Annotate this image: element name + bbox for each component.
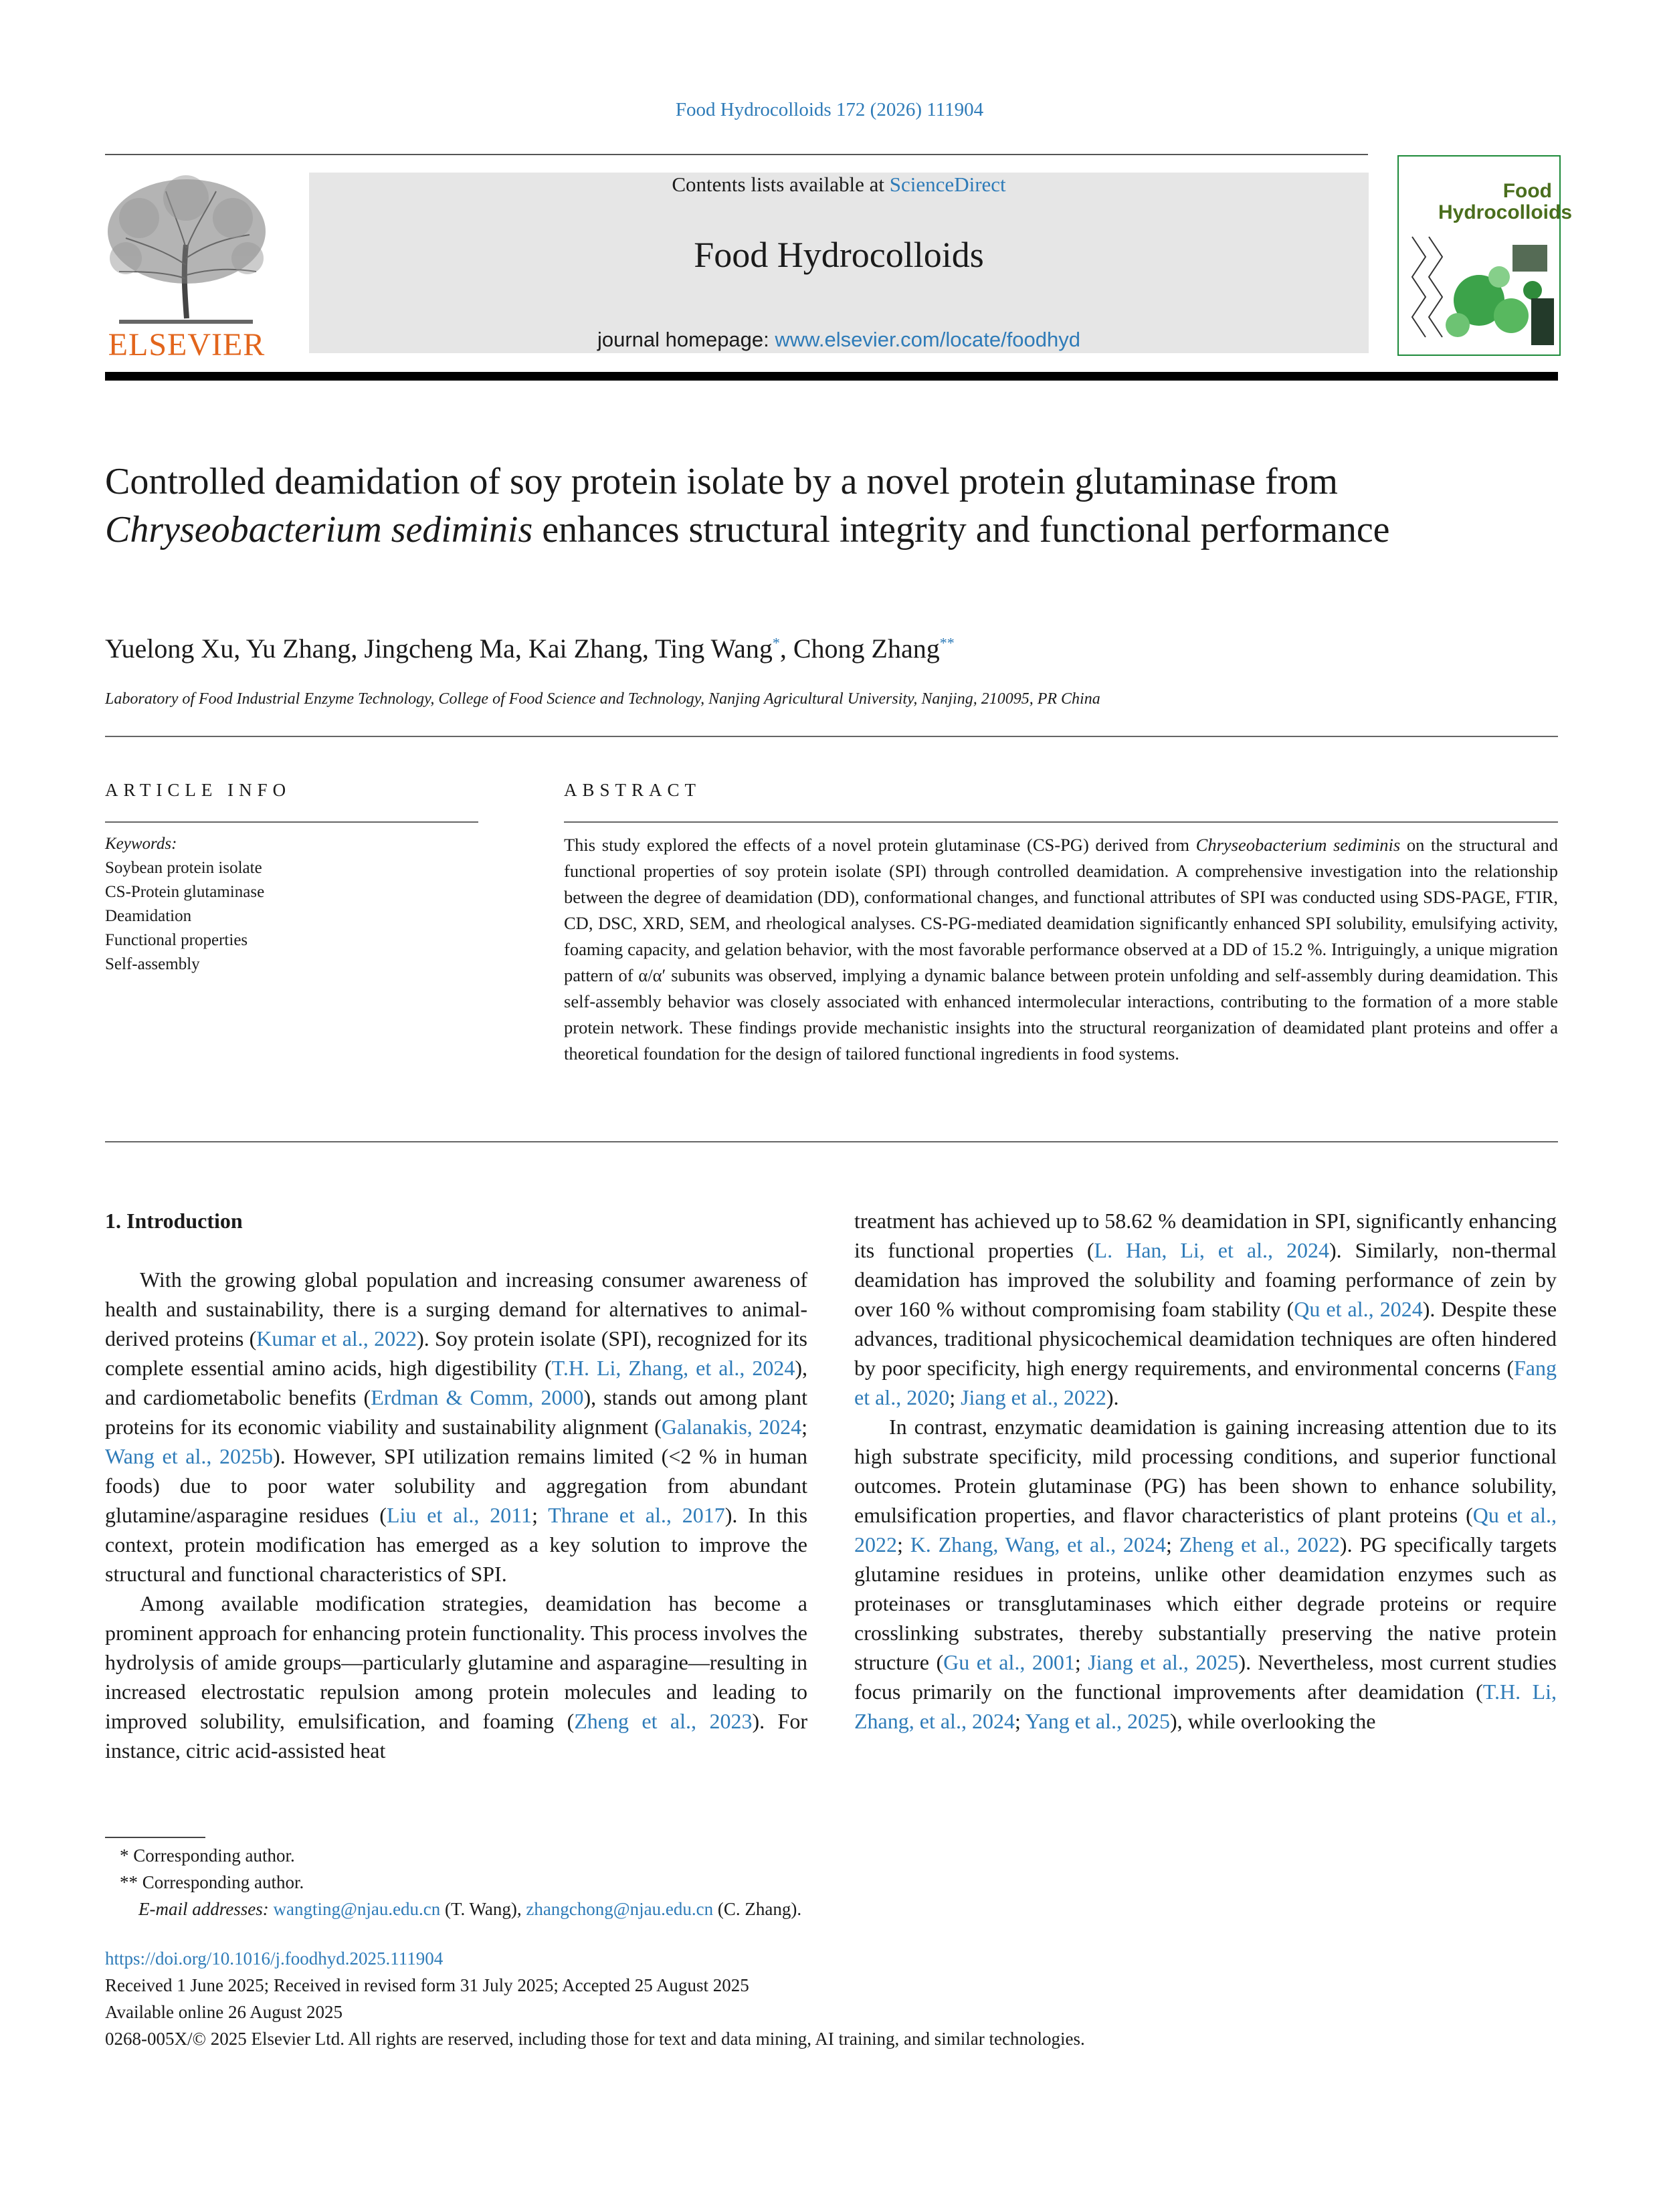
footnotes	[105, 1842, 1510, 1922]
citation-link[interactable]: Jiang et al., 2025	[1088, 1650, 1239, 1674]
citation-link[interactable]: L. Han, Li, et al., 2024	[1094, 1238, 1329, 1262]
author: Chong Zhang	[793, 633, 940, 664]
article-info-heading: ARTICLE INFO	[105, 780, 292, 800]
body-text: ;	[1165, 1532, 1179, 1556]
keyword: Deamidation	[105, 907, 192, 925]
cover-title: Food Hydrocolloids	[1438, 180, 1573, 223]
body-text: ;	[532, 1503, 549, 1527]
author-list: Yuelong Xu, Yu Zhang, Jingcheng Ma, Kai Zhang, Ting Wang*, Chong Zhang**	[105, 633, 955, 664]
doi-link[interactable]: https://doi.org/10.1016/j.foodhyd.2025.111904	[105, 1948, 444, 1969]
body-text: ), stands out among plant proteins for its economic viability and sustainability alignment (	[105, 1385, 808, 1439]
body-text: ). For instance, citric acid-assisted heat	[105, 1709, 808, 1763]
citation-link[interactable]: Liu et al., 2011	[386, 1503, 532, 1527]
keyword: Soybean protein isolate	[105, 859, 262, 877]
body-text: ;	[801, 1415, 808, 1439]
citation-link[interactable]: T.H. Li, Zhang, et al., 2024	[551, 1356, 795, 1380]
keyword: Self-assembly	[105, 955, 200, 973]
citation-link[interactable]: Yang et al., 2025	[1025, 1709, 1170, 1733]
keyword: Functional properties	[105, 931, 248, 949]
email-link[interactable]: zhangchong@njau.edu.cn	[526, 1899, 714, 1919]
publication-info	[105, 1945, 1558, 2052]
citation-link[interactable]: Zheng et al., 2022	[1179, 1532, 1340, 1556]
body-rule	[105, 1141, 1558, 1142]
keywords-block	[105, 832, 480, 977]
body-text: In contrast, enzymatic deamidation is gaining increasing attention due to its high substrate specificity, mild processing conditions, and superior functional outcomes. Protein glutaminase (PG) has been shown to enhance solubility, emulsification properties, and flavor characteristics of plant proteins (	[854, 1415, 1557, 1527]
body-text: ). Similarly, non-thermal deamidation has improved the solubility and foaming performance of zein by over 160 % without compromising foam stability (	[854, 1238, 1557, 1321]
author: Yuelong Xu	[105, 633, 234, 664]
citation-link[interactable]: Qu et al., 2024	[1294, 1297, 1423, 1321]
article-info-rule	[105, 821, 478, 823]
header-thick-rule	[105, 372, 1558, 381]
body-text: ).	[1106, 1385, 1119, 1409]
corresponding-mark[interactable]: **	[939, 634, 955, 651]
paragraph	[105, 1589, 807, 1765]
abstract-text: This study explored the effects of a novel protein glutaminase (CS-PG) derived from Chryseobacterium sediminis on the structural and functional properties of soy protein isolate (SPI) through controlled deamidation. A comprehensive investigation into the relationship between the degree of deamidation (DD), conformational changes, and functional attributes of SPI was conducted using SDS-PAGE, FTIR, CD, DSC, XRD, SEM, and rheological analyses. CS-PG-mediated deamidation significantly enhanced SPI solubility, emulsifying activity, foaming capacity, and gelation behavior, with the most favorable performance observed at a DD of 15.2 %. Intriguingly, a unique migration pattern of α/α′ subunits was observed, implying a dynamic balance between protein unfolding and self-assembly during deamidation. This self-assembly behavior was closely associated with enhanced intermolecular interactions, contributing to the formation of a more stable protein network. These findings provide mechanistic insights into the structural reorganization of deamidated plant proteins and offer a theoretical foundation for the design of tailored functional ingredients in food systems.	[564, 835, 1558, 1064]
journal-title: Food Hydrocolloids	[694, 235, 984, 275]
citation-link[interactable]: Jiang et al., 2022	[961, 1385, 1106, 1409]
citation-link[interactable]: Gu et al., 2001	[943, 1650, 1075, 1674]
citation-link[interactable]: Galanakis, 2024	[661, 1415, 802, 1439]
citation-link[interactable]: Wang et al., 2025b	[105, 1444, 274, 1468]
homepage-link[interactable]: www.elsevier.com/locate/foodhyd	[775, 328, 1081, 351]
body-text: ;	[1074, 1650, 1088, 1674]
abstract-rule	[564, 821, 1558, 823]
sciencedirect-link[interactable]: ScienceDirect	[889, 173, 1006, 196]
body-column-left	[105, 1206, 807, 1765]
author: Kai Zhang	[528, 633, 642, 664]
affiliation: Laboratory of Food Industrial Enzyme Technology, College of Food Science and Technology, Nanjing Agricultural University, Nanjing, 210095, PR China	[105, 690, 1100, 708]
body-text: ;	[897, 1532, 910, 1556]
keyword: CS-Protein glutaminase	[105, 883, 265, 901]
body-column-right	[854, 1206, 1557, 1736]
corresponding-mark[interactable]: *	[772, 634, 780, 651]
paragraph	[854, 1206, 1557, 1412]
body-text: ;	[1014, 1709, 1026, 1733]
citation-link[interactable]: K. Zhang, Wang, et al., 2024	[910, 1532, 1166, 1556]
citation-link[interactable]: Erdman & Comm, 2000	[371, 1385, 584, 1409]
received-dates: Received 1 June 2025; Received in revised form 31 July 2025; Accepted 25 August 2025	[105, 1975, 749, 1995]
body-text: ). Despite these advances, traditional physicochemical deamidation techniques are often hindered by poor specificity, high energy requirements, and environmental concerns (	[854, 1297, 1557, 1380]
section-rule	[105, 736, 1558, 737]
author: Jingcheng Ma	[364, 633, 515, 664]
citation-link[interactable]: T.H. Li, Zhang, et al., 2024	[854, 1680, 1557, 1733]
body-text: ). Soy protein isolate (SPI), recognized for its complete essential amino acids, high digestibility (	[105, 1326, 808, 1380]
article-title: Controlled deamidation of soy protein isolate by a novel protein glutaminase from Chryseobacterium sediminis enhances structural integrity and functional performance	[105, 461, 1390, 550]
body-text: ), while overlooking the	[1169, 1709, 1376, 1733]
email-footnote: E-mail addresses: wangting@njau.edu.cn (T. Wang), zhangchong@njau.edu.cn (C. Zhang).	[138, 1899, 802, 1919]
citation-link[interactable]: Thrane et al., 2017	[548, 1503, 725, 1527]
citation-link[interactable]: Kumar et al., 2022	[256, 1326, 417, 1350]
body-text: Among available modification strategies, deamidation has become a prominent approach for enhancing protein functionality. This process involves the hydrolysis of amide groups—particularly glutamine and asparagine—resulting in increased electrostatic repulsion among protein molecules and leading to improved solubility, emulsification, and foaming (	[105, 1591, 807, 1733]
citation-link[interactable]: Fang et al., 2020	[854, 1356, 1557, 1409]
body-text: With the growing global population and increasing consumer awareness of health and sustainability, there is a surging demand for alternatives to animal-derived proteins (	[105, 1268, 807, 1350]
citation-link[interactable]: Zheng et al., 2023	[574, 1709, 753, 1733]
footnote: * Corresponding author.	[120, 1845, 295, 1866]
footnote: ** Corresponding author.	[120, 1872, 304, 1892]
body-text: treatment has achieved up to 58.62 % deamidation in SPI, significantly enhancing its functional properties (	[854, 1209, 1557, 1262]
elsevier-wordmark: ELSEVIER	[108, 327, 266, 363]
body-text: ), and cardiometabolic benefits (	[105, 1356, 808, 1409]
header-rule	[105, 154, 1368, 155]
email-link[interactable]: wangting@njau.edu.cn	[273, 1899, 441, 1919]
paragraph	[105, 1265, 807, 1589]
body-text: ). However, SPI utilization remains limited (<2 % in human foods) due to poor water solubility and aggregation from abundant glutamine/asparagine residues (	[105, 1444, 808, 1527]
keywords-label: Keywords:	[105, 835, 177, 853]
paragraph	[854, 1412, 1557, 1736]
citation-link[interactable]: Qu et al., 2022	[854, 1503, 1557, 1556]
body-text: ). In this context, protein modification has emerged as a key solution to improve the structural and functional characteristics of SPI.	[105, 1503, 808, 1586]
author: Yu Zhang	[246, 633, 351, 664]
available-online: Available online 26 August 2025	[105, 2002, 343, 2022]
journal-citation[interactable]: Food Hydrocolloids 172 (2026) 111904	[675, 99, 984, 120]
body-text: ). Nevertheless, most current studies focus primarily on the functional improvements after deamidation (	[854, 1650, 1557, 1704]
abstract-heading: ABSTRACT	[564, 780, 702, 800]
section-heading-introduction: 1. Introduction	[105, 1209, 243, 1233]
contents-available-line: Contents lists available at ScienceDirect	[672, 173, 1006, 196]
body-text: ;	[949, 1385, 961, 1409]
body-text: ). PG specifically targets glutamine residues in proteins, unlike other deamidation enzymes such as proteinases or transglutaminases which either degrade proteins or require crosslinking substrates, thereby substantially preserving the native protein structure (	[854, 1532, 1557, 1674]
footnote-rule	[105, 1837, 205, 1838]
author: Ting Wang	[655, 633, 773, 664]
copyright: 0268-005X/© 2025 Elsevier Ltd. All rights are reserved, including those for text and data mining, AI training, and similar technologies.	[105, 2029, 1085, 2049]
journal-homepage-line: journal homepage: www.elsevier.com/locate/foodhyd	[597, 328, 1081, 351]
